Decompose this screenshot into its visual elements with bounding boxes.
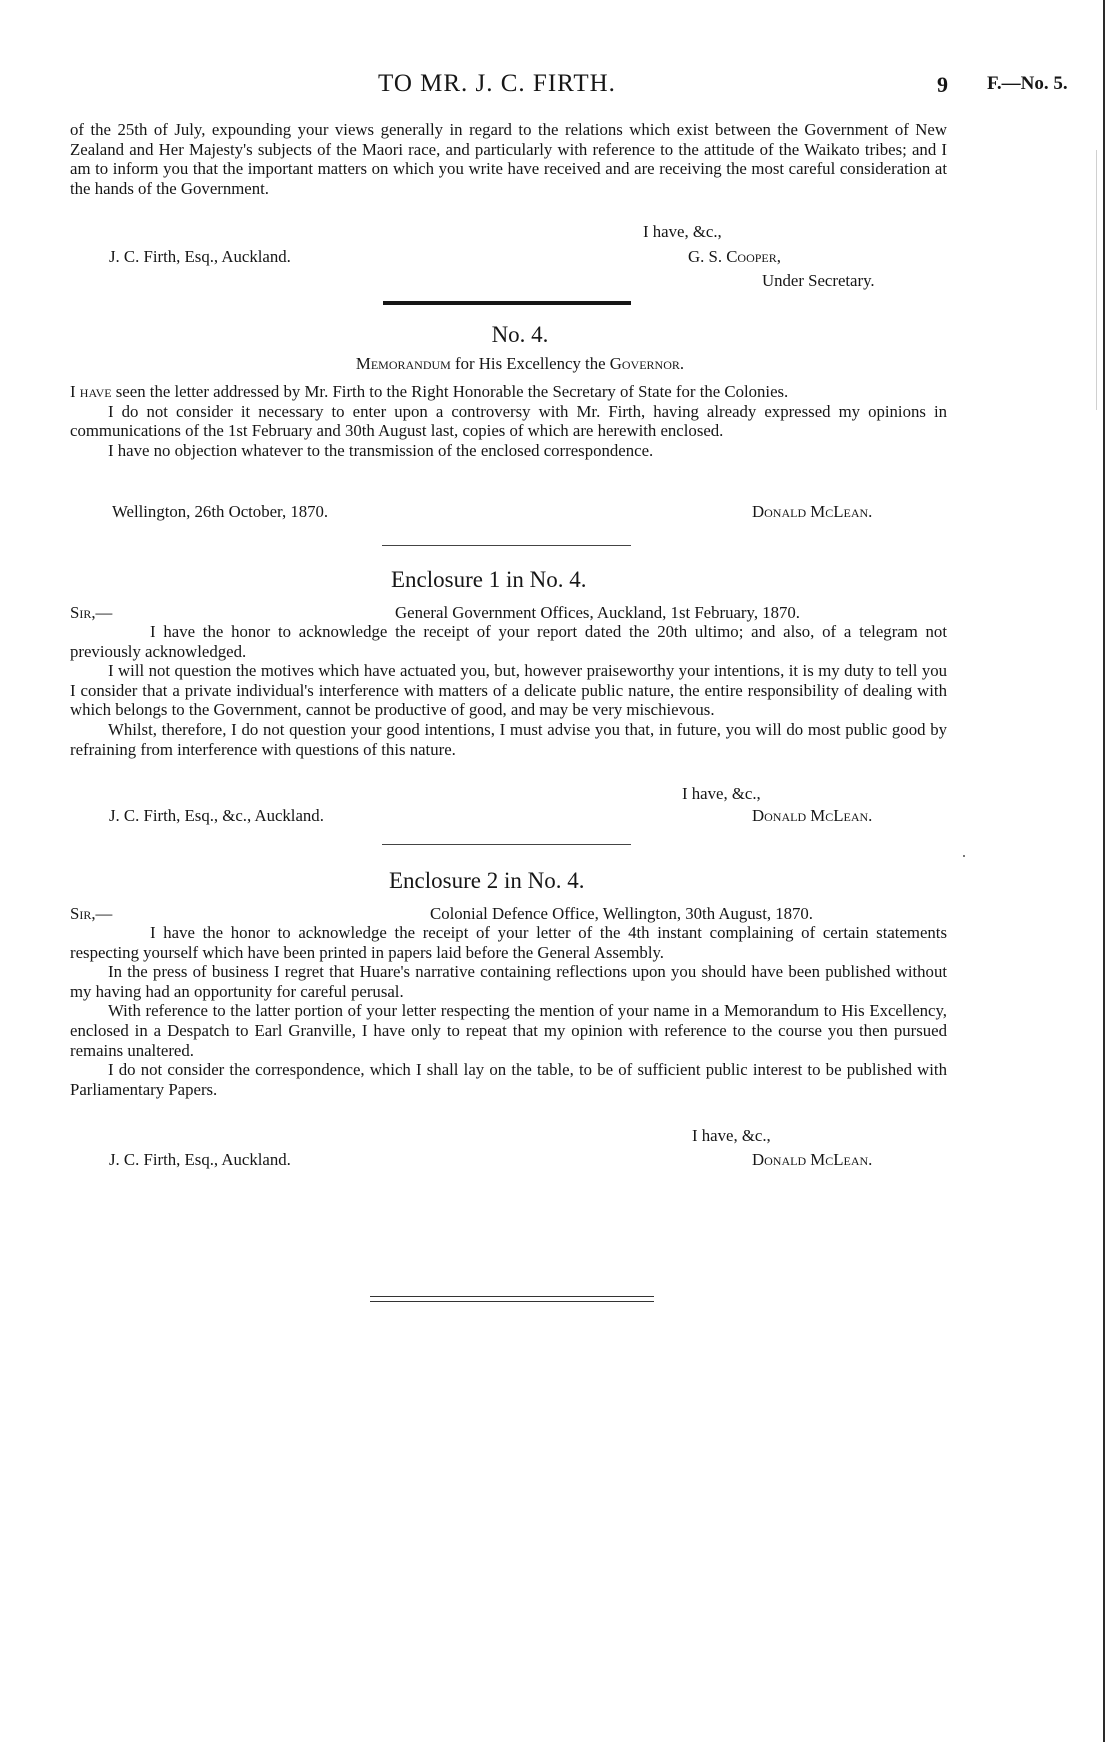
memorandum-body bbox=[70, 382, 947, 460]
enclosure2-body bbox=[70, 923, 947, 1099]
enclosure1-heading: Enclosure 1 in No. 4. bbox=[391, 567, 587, 592]
letter3-signature-title: Under Secretary. bbox=[762, 271, 875, 290]
enclosure2-origin: Colonial Defence Office, Wellington, 30th August, 1870. bbox=[430, 904, 814, 923]
memorandum-title-rest: for His Excellency the bbox=[450, 354, 610, 373]
enclosure1-closing: I have, &c., bbox=[682, 784, 761, 803]
enclosure1-paragraph-1: I have the honor to acknowledge the receipt of your report dated the 20th ultimo; and also, of a telegram not previously acknowledged. bbox=[70, 622, 947, 661]
document-reference: F.—No. 5. bbox=[987, 73, 1068, 94]
memorandum-signature: Donald McLean. bbox=[752, 502, 873, 521]
end-rule-double bbox=[370, 1296, 654, 1302]
memorandum-paragraph-1 bbox=[70, 382, 947, 402]
memorandum-paragraph-2: I do not consider it necessary to enter upon a controversy with Mr. Firth, having already expressed my opinions in communications of the 1st February and 30th August last, copies of which are herewith enclosed. bbox=[70, 401, 947, 441]
page-edge-shadow bbox=[1096, 150, 1097, 410]
letter3-addressee: J. C. Firth, Esq., Auckland. bbox=[109, 247, 291, 266]
section-divider-1 bbox=[382, 545, 631, 546]
no4-heading: No. 4. bbox=[491, 322, 549, 347]
section-divider-2 bbox=[382, 844, 631, 845]
enclosure2-paragraph-2: In the press of business I regret that Huare's narrative containing reflections upon you should have been published without my having had an opportunity for careful perusal. bbox=[70, 962, 947, 1001]
enclosure1-paragraph-2: I will not question the motives which have actuated you, but, however praiseworthy your intentions, it is my duty to tell you I consider that a private individual's interference with matters of a delicate public nature, the entire responsibility of dealing with which belongs to the Government, cannot be productive of good, and may be very mischievous. bbox=[70, 661, 947, 720]
section-divider-thick bbox=[383, 301, 631, 305]
memorandum-word: Memorandum bbox=[355, 354, 451, 373]
memorandum-lead: I have bbox=[70, 382, 112, 401]
page-edge-line bbox=[1103, 0, 1105, 1742]
page-number: 9 bbox=[937, 72, 948, 97]
enclosure2-paragraph-1: I have the honor to acknowledge the receipt of your letter of the 4th instant complaining of certain statements respecting yourself which have been printed in papers laid before the General Assembly. bbox=[70, 923, 947, 962]
enclosure2-salutation: Sir,— bbox=[70, 904, 113, 923]
running-title: TO MR. J. C. FIRTH. bbox=[378, 70, 616, 97]
memorandum-paragraph-1-text: seen the letter addressed by Mr. Firth to the Right Honorable the Secretary of State for the Colonies. bbox=[111, 382, 789, 401]
enclosure2-closing: I have, &c., bbox=[692, 1126, 771, 1145]
letter3-closing: I have, &c., bbox=[643, 222, 722, 241]
enclosure1-body bbox=[70, 622, 947, 759]
enclosure1-signature: Donald McLean. bbox=[752, 806, 873, 825]
enclosure2-signature: Donald McLean. bbox=[752, 1150, 873, 1169]
letter-continuation bbox=[70, 120, 947, 198]
enclosure1-addressee: J. C. Firth, Esq., &c., Auckland. bbox=[109, 806, 324, 825]
letter-continuation-body: of the 25th of July, expounding your views generally in regard to the relations which exist between the Government of New Zealand and Her Majesty's subjects of the Maori race, and particularly with reference to the attitude of the Waikato tribes; and I am to inform you that the important matters on which you write have received and are receiving the most careful consideration at the hands of the Government. bbox=[70, 120, 947, 198]
enclosure1-paragraph-3: Whilst, therefore, I do not question your good intentions, I must advise you that, in future, you will do most public good by refraining from interference with questions of this nature. bbox=[70, 719, 947, 759]
memorandum-place-date: Wellington, 26th October, 1870. bbox=[112, 502, 329, 521]
memorandum-title bbox=[0, 354, 1040, 374]
enclosure2-paragraph-3: With reference to the latter portion of your letter respecting the mention of your name in a Memorandum to His Excellency, enclosed in a Despatch to Earl Granville, I have only to repeat that my opinion with reference to the course you then pursued remains unaltered. bbox=[70, 1001, 947, 1060]
enclosure2-addressee: J. C. Firth, Esq., Auckland. bbox=[109, 1150, 291, 1169]
memorandum-governor: Governor. bbox=[609, 354, 685, 373]
enclosure1-salutation: Sir,— bbox=[70, 603, 113, 622]
memorandum-paragraph-3: I have no objection whatever to the transmission of the enclosed correspondence. bbox=[108, 440, 654, 460]
enclosure2-heading: Enclosure 2 in No. 4. bbox=[389, 868, 585, 893]
letter3-signature: G. S. Cooper, bbox=[688, 247, 781, 266]
enclosure1-origin: General Government Offices, Auckland, 1st February, 1870. bbox=[395, 603, 800, 622]
print-speck bbox=[963, 855, 965, 857]
enclosure2-paragraph-4: I do not consider the correspondence, which I shall lay on the table, to be of sufficient public interest to be published with Parliamentary Papers. bbox=[70, 1060, 947, 1099]
